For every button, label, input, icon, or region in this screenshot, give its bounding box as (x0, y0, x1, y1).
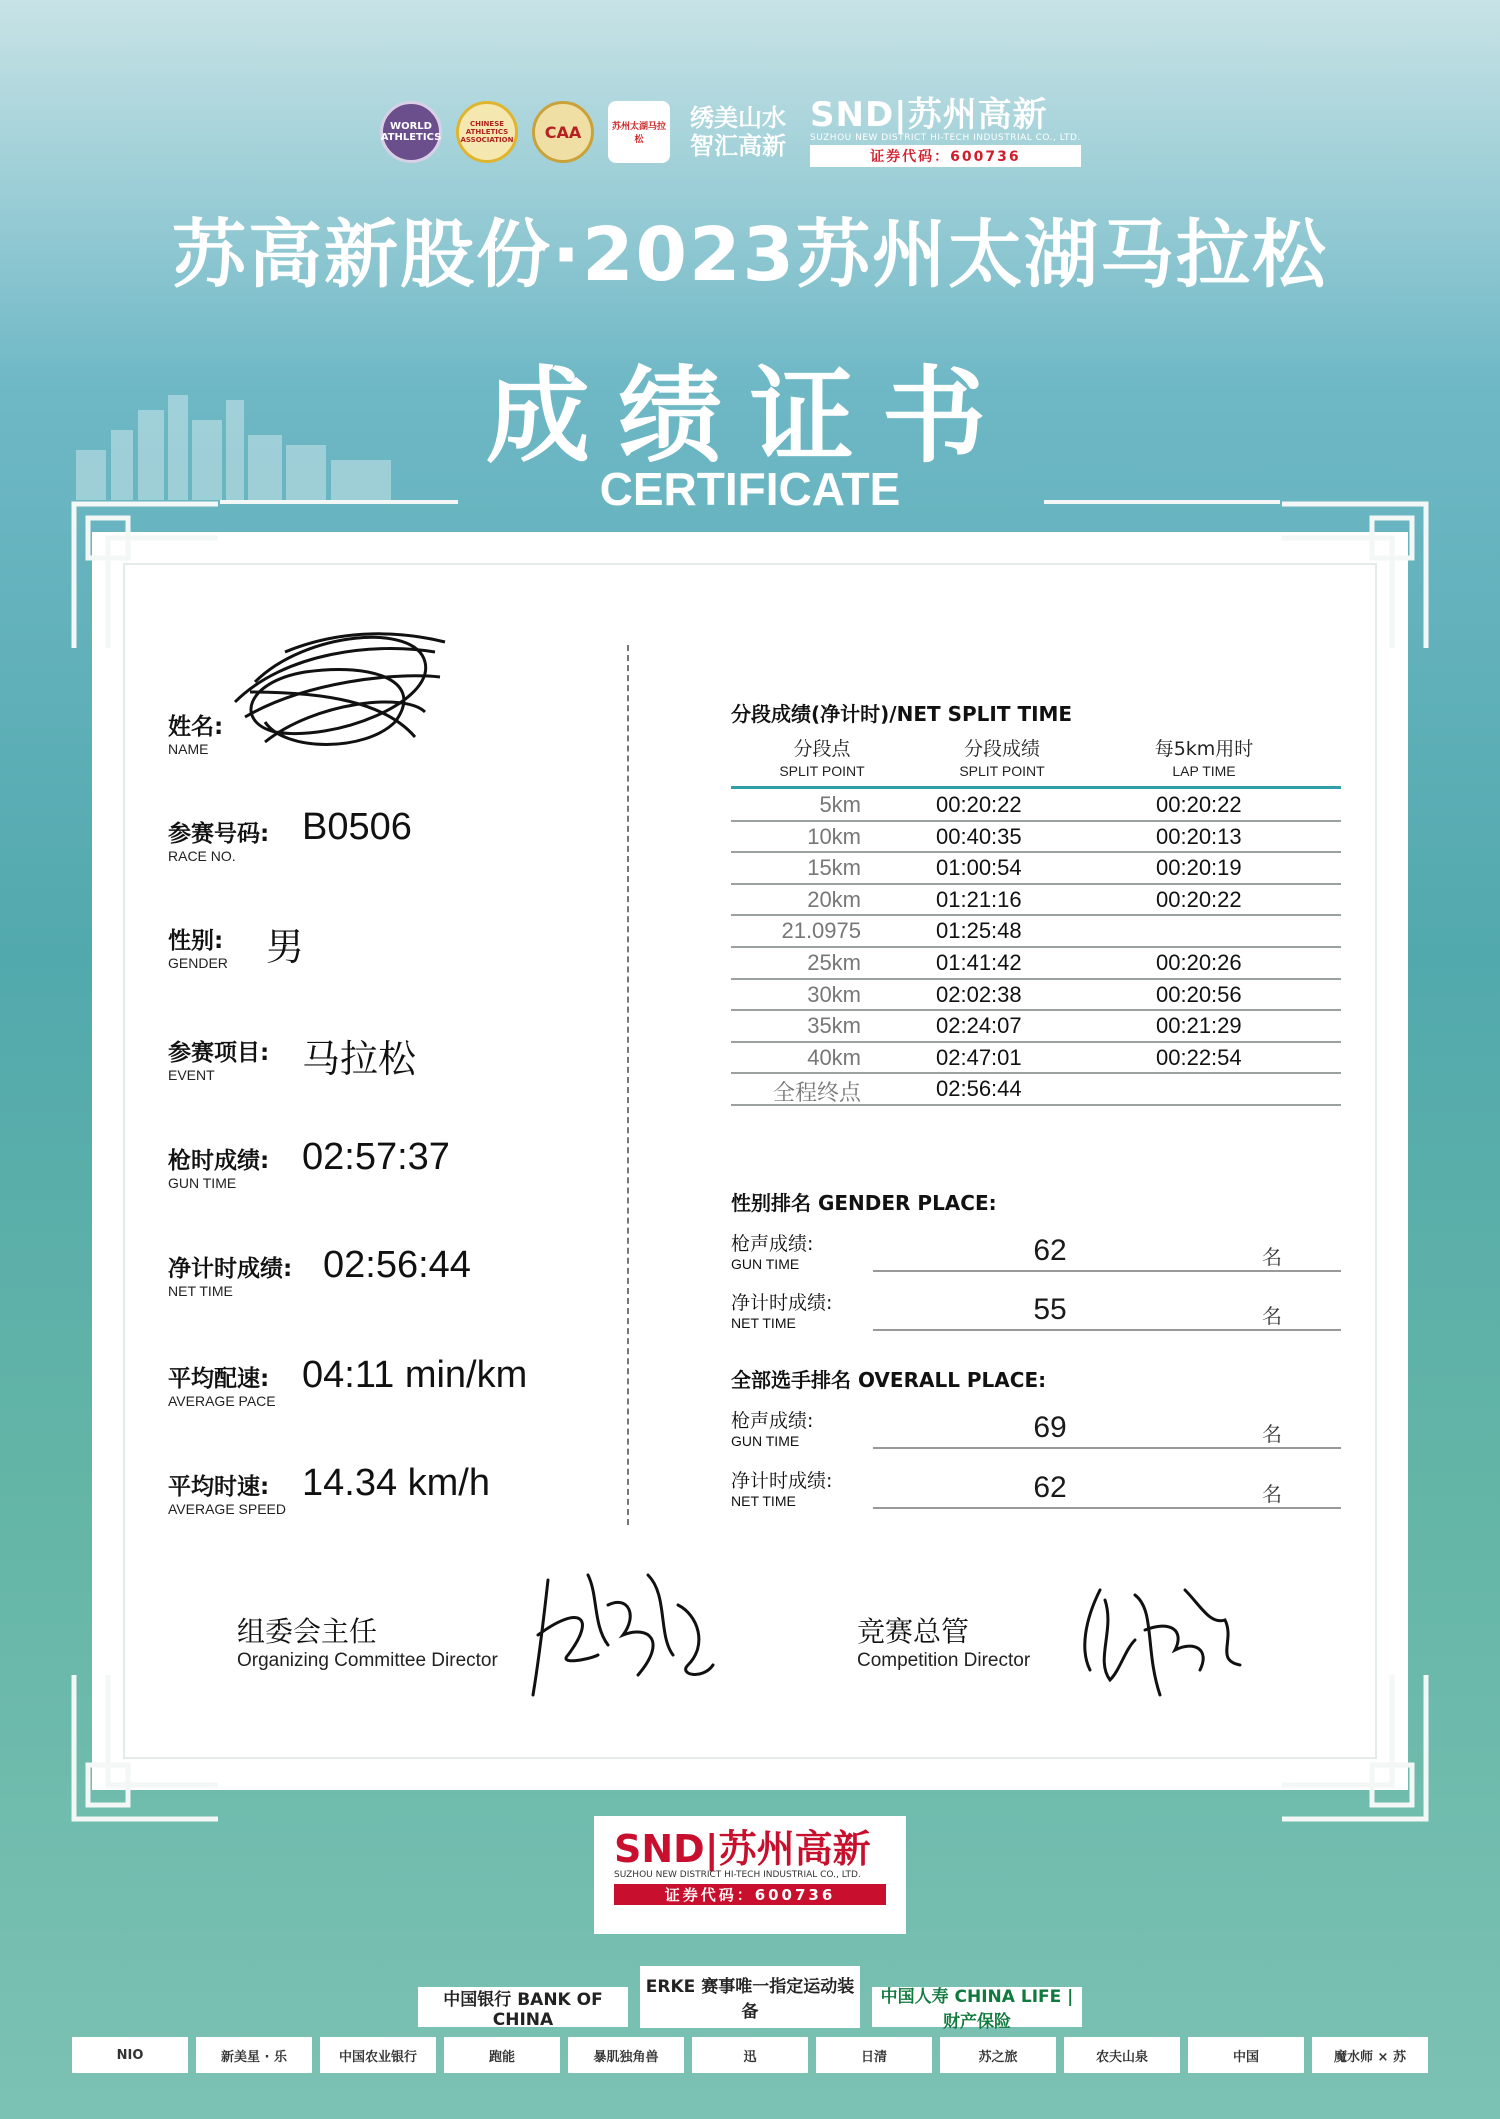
split-time-cell: 00:20:22 (936, 792, 1022, 817)
gun-time-label: 枪时成绩: (168, 1148, 270, 1174)
suzhou-marathon-logo: 苏州太湖马拉松 (608, 101, 670, 163)
split-point-cell: 10km (807, 823, 861, 849)
skyline-illustration (66, 390, 426, 500)
overall-gun-underline (873, 1447, 1341, 1449)
split-row (731, 790, 1341, 822)
slogan-line-2: 智汇高新 (690, 132, 786, 160)
split-point-cell: 全程终点 (772, 1080, 861, 1106)
split-row (731, 980, 1341, 1012)
split-col2-label: 分段成绩 (963, 738, 1040, 760)
sponsor-logo: 迅 (692, 2037, 808, 2073)
split-row (731, 916, 1341, 948)
event-field (168, 1034, 269, 1083)
split-col-header-lap (1134, 738, 1274, 782)
gender-net-unit: 名 (1262, 1304, 1282, 1328)
title-sponsor-box (594, 1816, 906, 1934)
name-label: 姓名: (168, 714, 224, 740)
split-row (731, 853, 1341, 885)
race-no-value: B0506 (302, 806, 412, 848)
sponsor-erke: ERKE 赛事唯一指定运动装备 (640, 1966, 860, 2028)
split-section-title: 分段成绩(净计时)/NET SPLIT TIME (731, 702, 1073, 726)
sponsor-logo: 中国农业银行 (320, 2037, 436, 2073)
overall-place-title: 全部选手排名 OVERALL PLACE: (731, 1368, 1047, 1392)
split-time-cell: 02:24:07 (936, 1013, 1022, 1039)
gender-net-place: 55 (1033, 1293, 1067, 1326)
dashed-divider (627, 645, 629, 1525)
split-point-cell: 15km (807, 855, 861, 881)
title-sponsor-name: SND|苏州高新 (614, 1827, 871, 1871)
competition-director-title-en: Competition Director (857, 1650, 1031, 1671)
corner-ornament-top-right (1282, 498, 1432, 648)
competition-director-title: 竞赛总管 (857, 1615, 970, 1648)
split-time-cell: 01:41:42 (936, 950, 1022, 975)
organizing-director-title-en: Organizing Committee Director (237, 1650, 498, 1671)
overall-gun-label-en: GUN TIME (731, 1433, 800, 1449)
lap-time-cell: 00:20:13 (1156, 823, 1242, 849)
net-time-value: 02:56:44 (323, 1244, 471, 1286)
lap-time-cell: 00:20:26 (1156, 950, 1242, 975)
name-field (168, 708, 223, 757)
title-sponsor-code: 证券代码：600736 (614, 1884, 886, 1905)
overall-net-label-group (731, 1466, 832, 1509)
split-row (731, 1011, 1341, 1043)
lap-time-cell: 00:20:22 (1156, 792, 1242, 817)
gender-field (168, 922, 228, 971)
snd-top-logo (810, 97, 1081, 167)
event-label-en: EVENT (168, 1067, 215, 1083)
organizing-director-block (237, 1610, 498, 1672)
split-time-cell: 00:40:35 (936, 823, 1022, 849)
avg-speed-label: 平均时速: (168, 1474, 270, 1500)
redacted-name-scribble (225, 622, 455, 762)
frame-line-top-left (220, 500, 458, 504)
gender-net-underline (873, 1329, 1341, 1331)
certificate-title: 成绩证书 (485, 355, 1014, 477)
gender-label-en: GENDER (168, 955, 228, 971)
corner-ornament-top-left (68, 498, 218, 648)
sponsor-china-life: 中国人寿 CHINA LIFE | 财产保险 (872, 1987, 1082, 2027)
sponsor-bank-of-china: 中国银行 BANK OF CHINA (418, 1987, 628, 2027)
title-sponsor-sub: SUZHOU NEW DISTRICT HI-TECH INDUSTRIAL CO., LTD. (614, 1870, 861, 1880)
split-col3-label: 每5km用时 (1154, 738, 1254, 760)
caa-logo: CAA (532, 101, 594, 163)
overall-gun-label: 枪声成绩: (731, 1410, 814, 1432)
sponsor-logo: 农夫山泉 (1064, 2037, 1180, 2073)
competition-director-signature (1075, 1570, 1245, 1705)
net-time-label: 净计时成绩: (168, 1256, 293, 1282)
avg-pace-value: 04:11 min/km (302, 1354, 528, 1396)
sponsor-logo: 魔水师 × 苏 (1312, 2037, 1428, 2073)
gender-net-label: 净计时成绩: (731, 1292, 833, 1314)
gender-gun-place: 62 (1033, 1234, 1067, 1267)
avg-pace-field (168, 1360, 276, 1409)
split-col2-label-en: SPLIT POINT (959, 763, 1045, 779)
race-no-label: 参赛号码: (168, 821, 270, 847)
gun-time-label-en: GUN TIME (168, 1175, 237, 1191)
split-time-cell: 02:02:38 (936, 981, 1022, 1007)
gender-gun-label-group (731, 1229, 813, 1272)
split-row (731, 822, 1341, 854)
name-label-en: NAME (168, 741, 209, 757)
overall-gun-place: 69 (1033, 1411, 1067, 1444)
split-point-cell: 21.0975 (781, 918, 861, 944)
overall-net-label-en: NET TIME (731, 1493, 796, 1509)
organizing-director-title: 组委会主任 (237, 1615, 378, 1648)
net-time-label-en: NET TIME (168, 1283, 233, 1299)
split-time-cell: 02:56:44 (936, 1076, 1022, 1102)
race-no-field (168, 815, 269, 864)
overall-net-unit: 名 (1262, 1482, 1282, 1506)
lap-time-cell: 00:22:54 (1156, 1044, 1242, 1070)
sponsor-logo: 跑能 (444, 2037, 560, 2073)
split-time-cell: 01:00:54 (936, 855, 1022, 881)
overall-net-underline (873, 1507, 1341, 1509)
split-row (731, 1074, 1341, 1106)
split-point-cell: 35km (807, 1013, 861, 1039)
split-point-cell: 20km (807, 886, 861, 912)
split-col-header-split (932, 738, 1072, 782)
certificate-title-en: CERTIFICATE (599, 463, 901, 515)
gender-value: 男 (266, 927, 305, 969)
gender-label: 性别: (168, 928, 224, 954)
split-col-header-point (752, 738, 892, 782)
avg-pace-label: 平均配速: (168, 1366, 270, 1392)
split-row (731, 1043, 1341, 1075)
net-time-field (168, 1250, 292, 1299)
gender-gun-unit: 名 (1262, 1245, 1282, 1269)
lap-time-cell: 00:20:22 (1156, 886, 1242, 912)
slogan-line-1: 绣美山水 (690, 104, 786, 132)
avg-speed-field (168, 1468, 286, 1517)
split-col1-label-en: SPLIT POINT (779, 763, 865, 779)
split-col3-label-en: LAP TIME (1172, 763, 1236, 779)
gender-gun-label: 枪声成绩: (731, 1233, 814, 1255)
corner-ornament-bottom-right (1282, 1675, 1432, 1825)
sponsor-logo: 新美星 · 乐 (196, 2037, 312, 2073)
split-row (731, 948, 1341, 980)
overall-gun-label-group (731, 1406, 813, 1449)
overall-gun-unit: 名 (1262, 1422, 1282, 1446)
gender-place-title: 性别排名 GENDER PLACE: (731, 1191, 997, 1215)
competition-director-block (857, 1610, 1030, 1672)
sponsor-logo: 暴肌独角兽 (568, 2037, 684, 2073)
gender-gun-underline (873, 1270, 1341, 1272)
overall-net-place: 62 (1033, 1471, 1067, 1504)
overall-net-label: 净计时成绩: (731, 1470, 833, 1492)
gender-net-label-en: NET TIME (731, 1315, 796, 1331)
sponsor-logo: 日清 (816, 2037, 932, 2073)
split-time-cell: 01:25:48 (936, 918, 1022, 944)
gender-gun-label-en: GUN TIME (731, 1256, 800, 1272)
split-point-cell: 25km (807, 950, 861, 975)
gun-time-value: 02:57:37 (302, 1136, 450, 1178)
avg-pace-label-en: AVERAGE PACE (168, 1393, 276, 1409)
header-logos (380, 92, 1120, 172)
split-point-cell: 40km (807, 1044, 861, 1070)
sponsor-logo: NIO (72, 2037, 188, 2073)
split-time-cell: 01:21:16 (936, 886, 1022, 912)
lap-time-cell: 00:20:19 (1156, 855, 1242, 881)
split-point-cell: 30km (807, 981, 861, 1007)
event-value: 马拉松 (302, 1039, 417, 1081)
race-no-label-en: RACE NO. (168, 848, 236, 864)
split-col1-label: 分段点 (793, 738, 851, 760)
sponsor-logo: 苏之旅 (940, 2037, 1056, 2073)
gender-net-label-group (731, 1288, 832, 1331)
split-time-cell: 02:47:01 (936, 1044, 1022, 1070)
organizing-director-signature (528, 1565, 718, 1705)
avg-speed-value: 14.34 km/h (302, 1462, 490, 1504)
snd-sub: SUZHOU NEW DISTRICT HI-TECH INDUSTRIAL CO., LTD. (810, 133, 1081, 143)
event-label: 参赛项目: (168, 1040, 270, 1066)
sponsor-logo: 中国 (1188, 2037, 1304, 2073)
split-point-cell: 5km (819, 792, 861, 817)
snd-code: 证券代码：600736 (810, 145, 1081, 167)
gun-time-field (168, 1142, 269, 1191)
frame-line-top-right (1044, 500, 1280, 504)
corner-ornament-bottom-left (68, 1675, 218, 1825)
lap-time-cell: 00:20:56 (1156, 981, 1242, 1007)
split-row (731, 885, 1341, 917)
world-athletics-logo: WORLD ATHLETICS (380, 101, 442, 163)
avg-speed-label-en: AVERAGE SPEED (168, 1501, 287, 1517)
lap-time-cell: 00:21:29 (1156, 1013, 1242, 1039)
main-title: 苏高新股份·2023苏州太湖马拉松 (171, 212, 1329, 298)
snd-name: SND|苏州高新 (810, 95, 1048, 135)
split-header-rule (731, 786, 1341, 789)
slogan (690, 104, 786, 160)
chinese-athletics-logo: CHINESE ATHLETICS ASSOCIATION (456, 101, 518, 163)
